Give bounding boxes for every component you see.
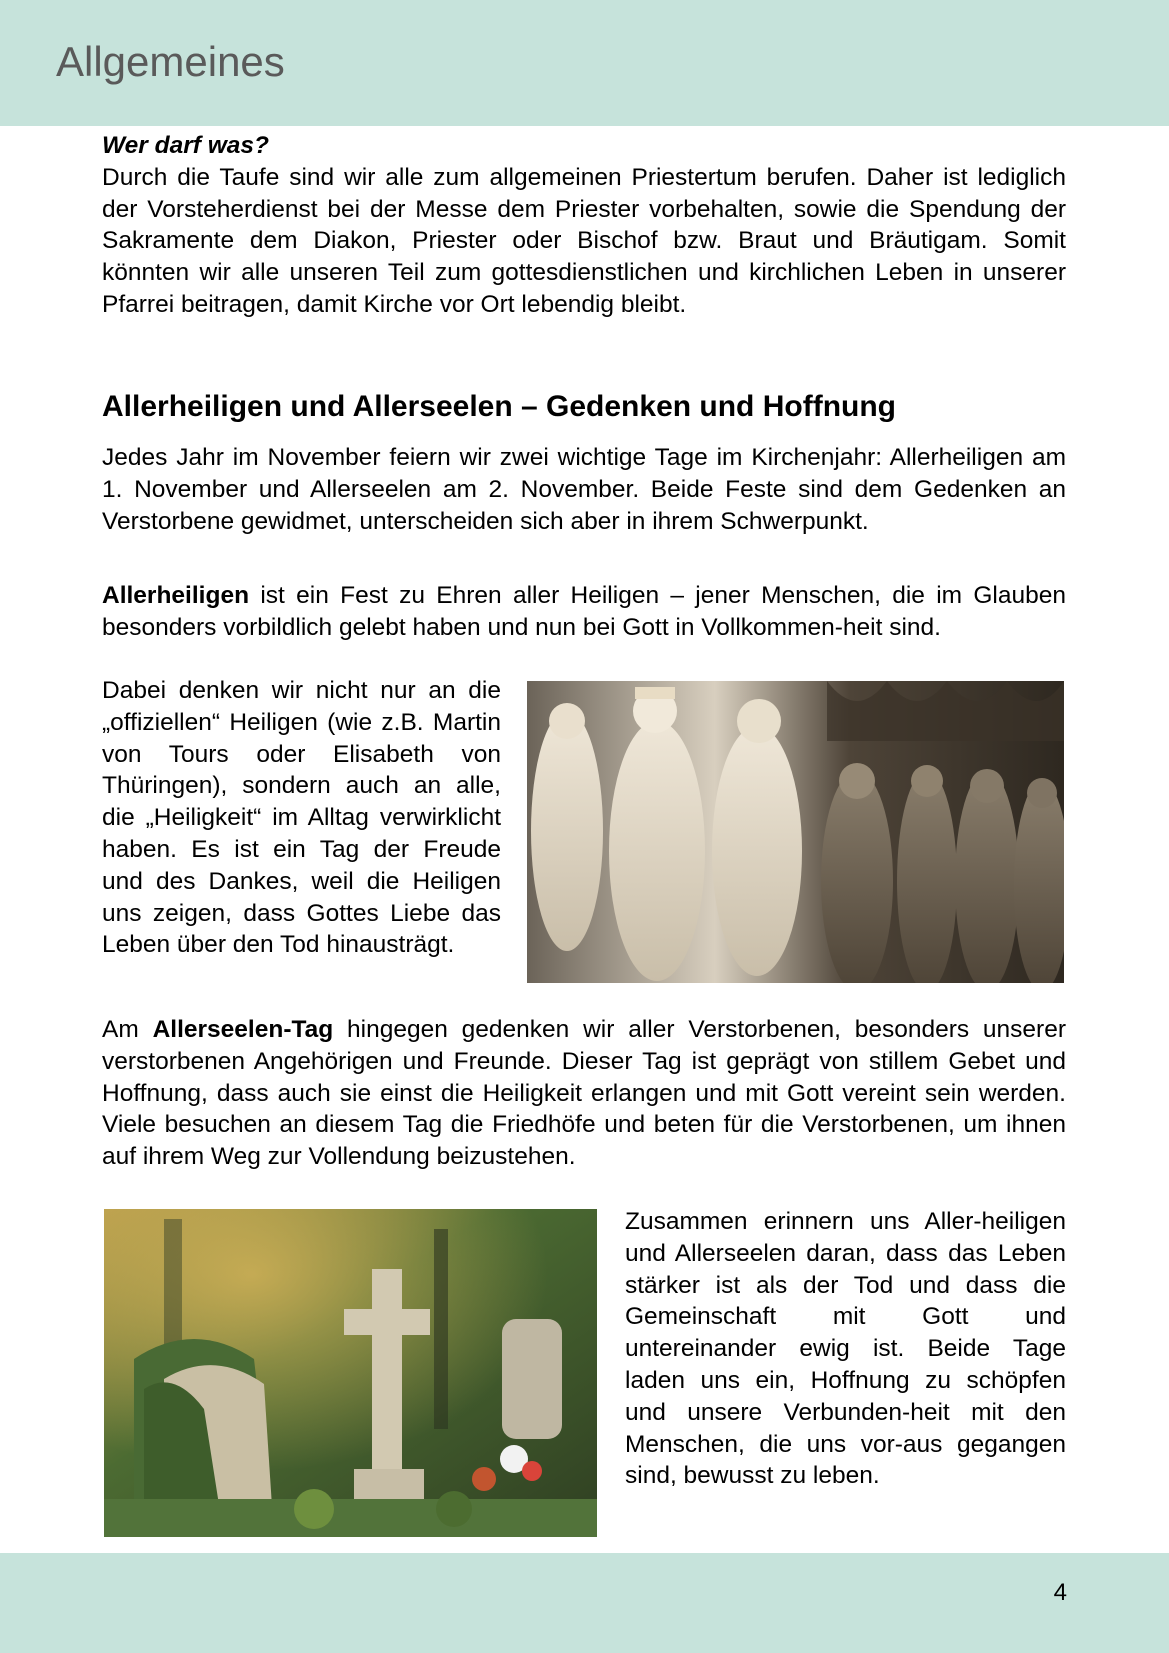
- section-title: Allgemeines: [56, 38, 285, 85]
- allerheiligen-paragraph: [102, 580, 1066, 644]
- allerseelen-block: [102, 1014, 1066, 1173]
- dabei-paragraph: Dabei denken wir nicht nur an die „offiziellen“ Heiligen (wie z.B. Martin von Tours oder Elisabeth von Thüringen), sondern auch an alle, die „Heiligkeit“ im Alltag verwirklicht haben. Es ist ein Tag der Freude und des Dankes, weil die Heiligen uns zeigen, dass Gottes Liebe das Leben über den Tod hinausträgt.: [102, 677, 501, 959]
- page-number: 4: [1053, 1579, 1067, 1606]
- wer-darf-section: [102, 130, 1066, 321]
- statues-photo: [527, 681, 1064, 983]
- wer-darf-heading: Wer darf was?: [102, 132, 270, 159]
- zusammen-block: [625, 1206, 1066, 1492]
- article-intro: Jedes Jahr im November feiern wir zwei wichtige Tage im Kirchenjahr: Allerheiligen am 1. November und Allerseelen am 2. November. Beide Feste sind dem Gedenken an Verstorbene gewidmet, unterscheiden sich aber in ihrem Schwerpunkt.: [102, 444, 1066, 535]
- cemetery-image: [104, 1209, 597, 1537]
- zusammen-paragraph: Zusammen erinnern uns Aller-heiligen und Allerseelen daran, dass das Leben stärker ist als der Tod und dass die Gemeinschaft mit Gott und untereinander ewig ist. Beide Tage laden uns ein, Hoffnung zu schöpfen und unsere Verbunden-heit mit den Menschen, die uns vor-aus gegangen sind, bewusst zu leben.: [625, 1208, 1066, 1490]
- allerheiligen-block: [102, 580, 1066, 644]
- statues-image: [527, 681, 1064, 983]
- allerseelen-text: hingegen gedenken wir aller Verstorbenen, besonders unserer verstorbenen Angehörigen und Freunde. Dieser Tag ist geprägt von stillem Gebet und Hoffnung, dass auch sie einst die Heiligkeit erlangen und mit Gott vereint sein werden. Viele besuchen an diesem Tag die Friedhöfe und beten für die Verstorbenen, um ihnen auf ihrem Weg zur Vollendung beizustehen.: [102, 1016, 1067, 1171]
- wer-darf-paragraph: [102, 130, 1066, 321]
- dabei-block: [102, 675, 501, 961]
- article-header: [102, 388, 1066, 426]
- article-title: Allerheiligen und Allerseelen – Gedenken und Hoffnung: [102, 390, 896, 423]
- page-header: [0, 0, 1169, 126]
- allerseelen-bold: Allerseelen-Tag: [152, 1016, 334, 1043]
- allerheiligen-text: ist ein Fest zu Ehren aller Heiligen – jener Menschen, die im Glauben besonders vorbildlich gelebt haben und nun bei Gott in Vollkommen-heit sind.: [102, 582, 1066, 641]
- article-intro-block: [102, 442, 1066, 537]
- page-footer: [0, 1553, 1169, 1653]
- allerseelen-pre: Am: [102, 1016, 153, 1043]
- allerheiligen-bold: Allerheiligen: [102, 582, 250, 609]
- allerseelen-paragraph: [102, 1014, 1066, 1173]
- wer-darf-text: Durch die Taufe sind wir alle zum allgemeinen Priestertum berufen. Daher ist lediglich der Vorsteherdienst bei der Messe dem Priester vorbehalten, sowie die Spendung der Sakramente dem Diakon, Priester oder Bischof bzw. Braut und Bräutigam. Somit könnten wir alle unseren Teil zum gottesdienstlichen und kirchlichen Leben in unserer Pfarrei beitragen, damit Kirche vor Ort lebendig bleibt.: [102, 163, 1066, 318]
- cemetery-photo: [104, 1209, 597, 1537]
